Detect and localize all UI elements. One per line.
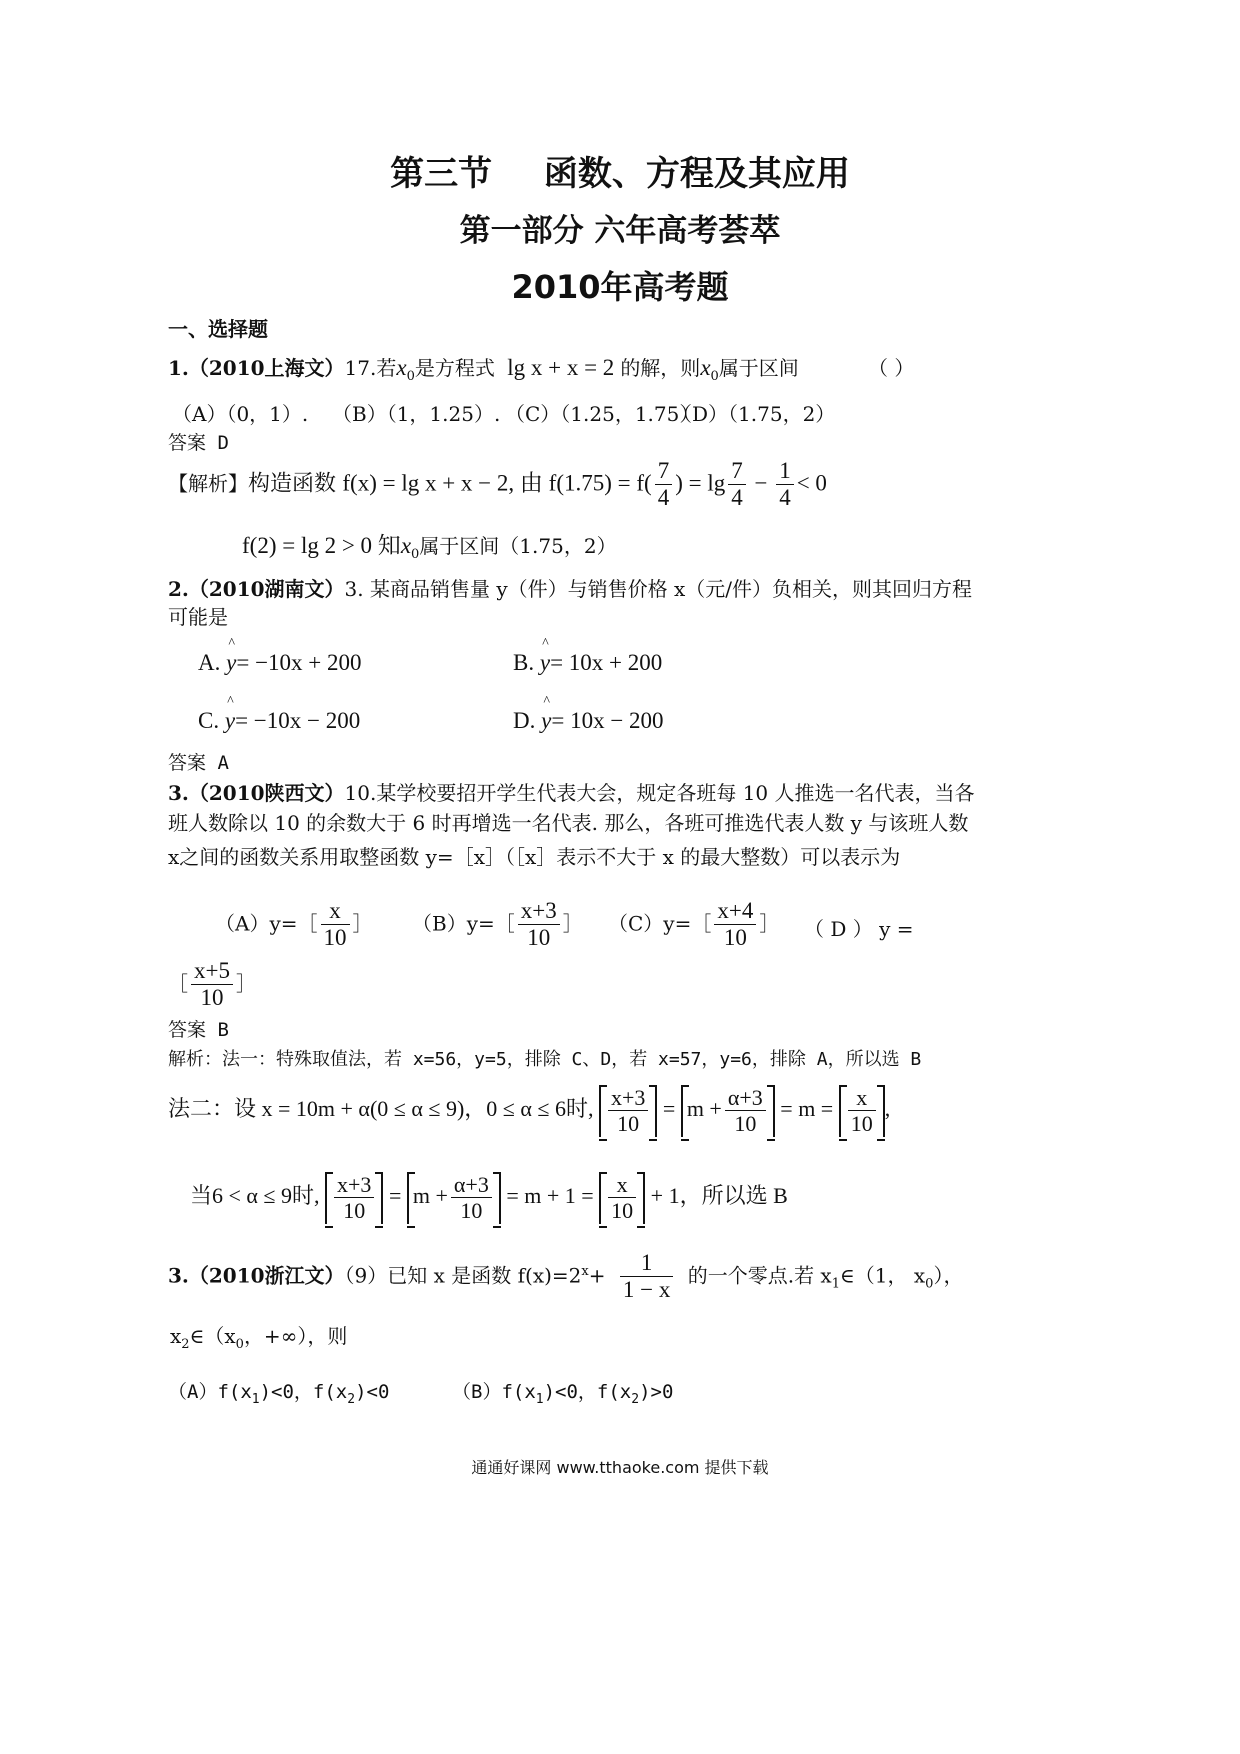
q1-explanation-2: f(2) = lg 2 > 0 知$x_0$属于区间（1.75，2） — [242, 533, 617, 562]
q3-stem-line-1: 3.（2010陕西文）10.某学校要招开学生代表大会，规定各班每 10 人推选一名代表，当各 — [168, 781, 975, 805]
q2-stem-2: 可能是 — [168, 605, 228, 629]
q3-explanation-1: 解析：法一：特殊取值法，若 x=56，y=5，排除 C、D，若 x=57，y=6，排除 A，所以选 B — [168, 1049, 922, 1070]
q1-answer: 答案 D — [168, 432, 229, 454]
q3-explanation-3: 当6 < α ≤ 9时, $\frac{x+3}{10}$ = m + $\frac{\alpha+3}{10}$ = m + 1 = $\frac{x}{10}$ + 1，所以选 B — [190, 1172, 788, 1224]
part-subtitle: 第一部分 六年高考荟萃 — [459, 213, 781, 249]
q4-option-a: $(A)f(x_1)<0$，$f(x_2)<0$ — [168, 1381, 390, 1407]
q3-explanation-2: 法二：设 x = 10m + α(0 ≤ α ≤ 9)，0 ≤ α ≤ 6时, $\frac{x+3}{10}$ = m + $\frac{\alpha+3}{10}$ = m = $\frac{x}{10}$ , — [168, 1085, 891, 1137]
q1-explanation: 【解析】构造函数 f(x) = lg x + x − 2, 由 f(1.75) = f( $\frac{7}{4}$ ) = lg $\frac{7}{4}$ − $\frac{1}{4}$ < 0 — [168, 458, 827, 511]
page-footer: 通通好课网 www.tthaoke.com 提供下载 — [471, 1458, 769, 1477]
q2-option-d: D. ^ y= 10x − 200 — [513, 708, 664, 734]
q2-option-b: B. ^ y= 10x + 200 — [513, 650, 662, 676]
q3-option-c: （C）y=［ $\frac{x+4}{10}$ ］ — [608, 898, 780, 951]
q1-stem: 1.（2010上海文）17.若$x_0$是方程式 lg x + x = 2 的解，则$x_0$属于区间 — [168, 355, 799, 384]
year-heading: 2010年高考题 — [511, 268, 729, 306]
q1-option-a: （A）（0，1）. — [172, 402, 309, 426]
q2-option-a: A. ^ y= −10x + 200 — [198, 650, 362, 676]
q1-answer-paren: （ ） — [868, 356, 915, 380]
q4-option-b: $(B)f(x_1)<0$，$f(x_2)>0$ — [452, 1381, 674, 1407]
q3-stem-line-2: 班人数除以 10 的余数大于 6 时再增选一名代表. 那么，各班可推选代表人数 y 与该班人数 — [168, 811, 969, 835]
q3-option-a: （A）y=［ $\frac{x}{10}$ ］ — [215, 898, 373, 951]
q3-answer: 答案 B — [168, 1019, 229, 1041]
q3-option-d: ［ $\frac{x+5}{10}$ ］ — [168, 958, 256, 1011]
q2-answer: 答案 A — [168, 752, 229, 774]
q2-option-c: C. ^ y= −10x − 200 — [198, 708, 360, 734]
q3-option-d-label: （ D ） y = — [804, 917, 914, 941]
q4-fraction: $\frac{1}{1 - x}$ — [620, 1250, 673, 1304]
section-title: 第三节 函数、方程及其应用 — [390, 154, 850, 194]
q4-stem: 3.（2010浙江文）（9）已知 x 是函数 $f(x)=2^x+$ $\frac{1}{1 - x}$ 的一个零点.若 $x_1\in(1$， $x_0$）， — [168, 1250, 964, 1303]
q1-option-d: （D）（1.75，2） — [672, 402, 836, 426]
q3-option-b: （B）y=［ $\frac{x+3}{10}$ ］ — [412, 898, 583, 951]
fraction-7-4: $\frac{7}{4}$ — [655, 458, 673, 512]
q4-stem-line-2: $x_2\in(x_0$，+∞），则 — [170, 1324, 348, 1352]
q1-option-c: （C）（1.25，1.75） — [505, 402, 700, 426]
section-label: 一、选择题 — [168, 317, 268, 341]
q2-stem: 2.（2010湖南文）3. 某商品销售量 y（件）与销售价格 x（元/件）负相关，则其回归方程 — [168, 577, 973, 601]
q3-stem-line-3: x之间的函数关系用取整函数 y=［x］（［x］表示不大于 x 的最大整数）可以表示为 — [168, 845, 901, 869]
q1-option-b: （B）（1，1.25）. — [332, 402, 501, 426]
